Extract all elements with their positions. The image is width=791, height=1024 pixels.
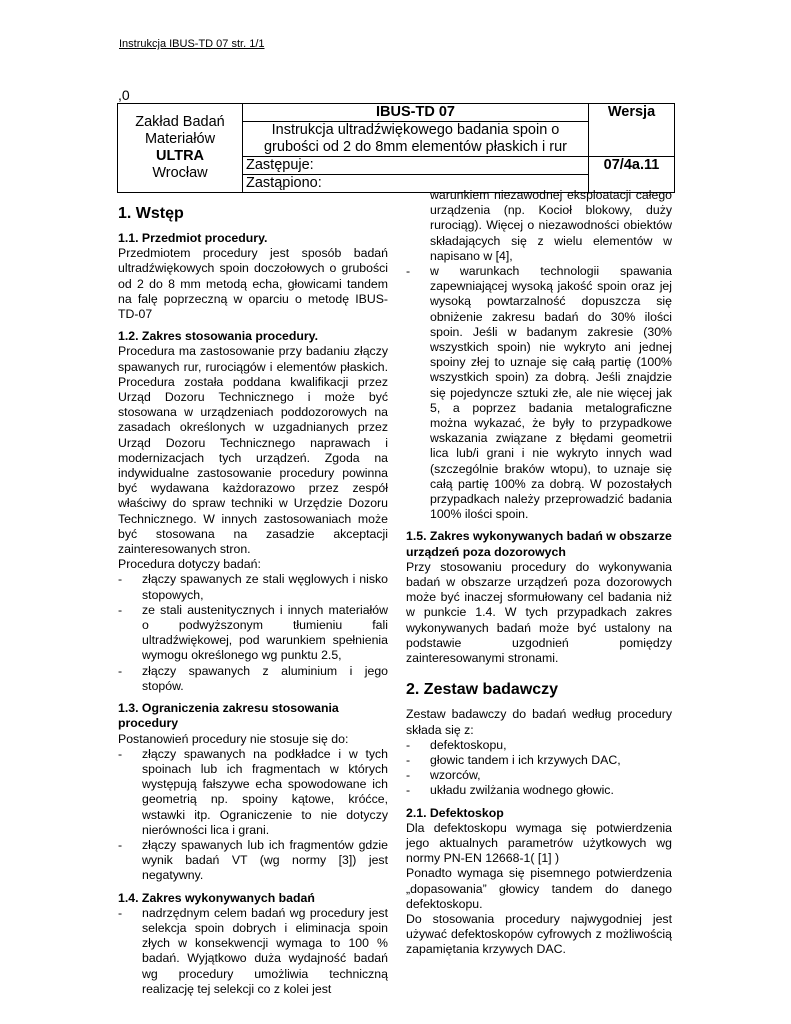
list-item: - defektoskopu, <box>406 738 672 753</box>
list-item: - wzorców, <box>406 768 672 783</box>
section-1-3-list <box>118 747 388 884</box>
list-item: - złączy spawanych lub ich fragmentów gdzie wynik badań VT (wg normy [3]) jest negatywny. <box>118 838 388 884</box>
section-2-1-para-1: Dla defektoskopu wymaga się potwierdzenia jego aktualnych parametrów użytkowych wg normy PN-EN 12668-1( [1] ) <box>406 820 672 866</box>
document-code: IBUS-TD 07 <box>243 104 589 122</box>
section-2-1-title: 2.1. Defektoskop <box>406 805 504 820</box>
section-1-1-text: Przedmiotem procedury jest sposób badań ultradźwiękowych spoin doczołowych o grubości od 2 do 8 mm metodą echa, głowicami tandem na falę poprzeczną w oparciu o metodę IBUS-TD-07 <box>118 246 388 322</box>
organization-cell <box>118 104 243 193</box>
version-number: 07/4a.11 <box>589 157 675 193</box>
list-item: - w warunkach technologii spawania zapewniającej wysoką jakość spoin oraz jej wysoką powtarzalność dopuszcza się obniżenie zakresu badań do 30% ilości spoin. Jeśli w badanym zakresie (30% wszystkich spoin) nie wykryto ani jednej spoiny złej to uznaje się całą partię (100% wszystkich spoin) za dobrą. Jeśli znajdzie się pojedyncze sztuki złe, ale nie więcej jak 5, a poprzez badania metalograficzne można wykazać, że były to przypadkowe wskazania związane z błędami geometrii lica lub/i grani i nie wykryto innych wad (szczególnie braków wtopu), to uznaje się całą partię 100% za dobrą. W pozostałych przypadkach należy przeprowadzić badania 100% ilości spoin. <box>406 264 672 522</box>
page-mark: ,0 <box>118 87 130 103</box>
section-1-2-title: 1.2. Zakres stosowania procedury. <box>118 329 319 344</box>
list-item: - złączy spawanych z aluminium i jego stopów. <box>118 664 388 694</box>
section-1-2-list <box>118 572 388 694</box>
section-2-list <box>406 738 672 799</box>
document-title: Instrukcja ultradźwiękowego badania spoin o grubości od 2 do 8mm elementów płaskich i rur <box>243 122 589 157</box>
section-1-4-list-cont <box>406 264 672 522</box>
org-line-2: Materiałów <box>144 131 216 147</box>
list-item: - złączy spawanych ze stali węglowych i nisko stopowych, <box>118 572 388 602</box>
page-header: Instrukcja IBUS-TD 07 str. 1/1 <box>119 38 265 50</box>
org-line-1: Zakład Badań <box>135 114 225 130</box>
left-column <box>118 204 388 997</box>
section-2-1-para-2: Ponadto wymaga się pisemnego potwierdzenia „dopasowania” głowicy tandem do danego defektoskopu. <box>406 866 672 911</box>
list-item: - nadrzędnym celem badań wg procedury jest selekcja spoin dobrych i eliminacja spoin złych w konsekwencji wymaga to 100 % badań. Wyjątkowo duża wydajność badań wg procedury umożliwia techniczną realizację tej selekcji co z kolei jest <box>118 906 388 997</box>
list-item: - głowic tandem i ich krzywych DAC, <box>406 753 672 768</box>
section-1-title: 1. Wstęp <box>118 205 184 222</box>
section-1-4-continuation: warunkiem niezawodnej eksploatacji całego urządzenia (np. Kocioł blokowy, duży rurociąg). Więcej o niezawodności obiektów składających się z wielu elementów w napisano w [4], <box>430 188 672 263</box>
list-item: - układu zwilżania wodnego głowic. <box>406 783 672 798</box>
section-2-lead: Zestaw badawczy do badań według procedury składa się z: <box>406 707 672 737</box>
title-table <box>117 103 675 193</box>
list-item: - złączy spawanych na podkładce i w tych spoinach lub ich fragmentach w których występują fałszywe echa spowodowane ich geometrią np. spoiny kątowe, króćce, wstawki itp. Ograniczenie to nie dotyczy nierówności lica i grani. <box>118 747 388 838</box>
section-1-1-title: 1.1. Przedmiot procedury. <box>118 231 268 245</box>
section-2-1-para-3: Do stosowania procedury najwygodniej jest używać defektoskopów cyfrowych z możliwością zapamiętania krzywych DAC. <box>406 911 672 957</box>
section-1-5-text: Przy stosowaniu procedury do wykonywania badań w obszarze urządzeń poza dozorowych może być inaczej sformułowany cel badania niż w punkcie 1.4. W tych przypadkach zakres wykonywanych badań może być ustalony na podstawie uzgodnień pomiędzy zainteresowanymi stronami. <box>406 559 672 666</box>
section-1-2-text: Procedura ma zastosowanie przy badaniu złączy spawanych rur, rurociągów i elementów płaskich. Procedura została poddana kwalifikacji przez Urząd Dozoru Technicznego i może być stosowana w urządzeniach poddozorowych na zasadach określonych w uzgadnianych przez Urząd Dozoru Technicznego naprawach i modernizacjach tych urządzeń. Zgoda na indywidualne zastosowanie procedury powinna być wydawana każdorazowo przez zespół właściwy do spraw techniki w Urzędzie Dozoru Technicznego. W innych zastosowaniach może być stosowana na zasadzie akceptacji zainteresowanych stron. <box>118 344 388 557</box>
section-1-3-lead: Postanowień procedury nie stosuje się do: <box>118 731 349 746</box>
list-item: - ze stali austenitycznych i innych materiałów o podwyższonym tłumieniu fali ultradźwiękowej, pod warunkiem spełnienia wymogu określonego wg punktu 2.5, <box>118 603 388 664</box>
org-line-3: ULTRA <box>155 148 205 164</box>
right-column <box>406 188 672 958</box>
section-1-3-title: 1.3. Ograniczenia zakresu stosowania procedury <box>118 701 339 731</box>
section-2-title: 2. Zestaw badawczy <box>406 681 559 699</box>
replaces-field: Zastępuje: <box>243 157 589 175</box>
replaced-by-field: Zastąpiono: <box>243 175 589 193</box>
org-line-4: Wrocław <box>152 165 208 181</box>
section-1-4-title: 1.4. Zakres wykonywanych badań <box>118 890 315 905</box>
section-1-2-lead: Procedura dotyczy badań: <box>118 557 261 572</box>
section-1-4-list <box>118 906 388 997</box>
version-label: Wersja <box>589 104 675 157</box>
section-1-5-title: 1.5. Zakres wykonywanych badań w obszarze urządzeń poza dozorowych <box>406 529 672 559</box>
